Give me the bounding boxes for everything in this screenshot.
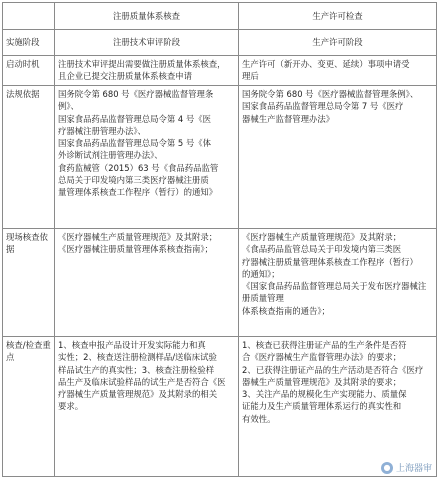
cell-line: 2、已获得注册证产品的生产活动是否符合《医疗 <box>242 364 424 375</box>
cell-line: 且企业已提交注册质量体系核查申请 <box>58 71 192 82</box>
cell-registration <box>55 56 239 86</box>
cell-line: 样品试生产的真实性；3、核查注册检验样 <box>58 364 215 375</box>
cell-line: 量管理体系核查工作程序（暂行）的通知》 <box>58 187 218 198</box>
cell-line: 国家食品药品监督管理总局令第 7 号《医疗 <box>242 101 404 112</box>
table-row <box>3 86 437 229</box>
cell-line: 例》、 <box>58 101 79 112</box>
row-label: 现场核查依据 <box>3 229 55 337</box>
cell-line: 国家食品药品监督管理总局令第 5 号《体 <box>58 138 212 149</box>
cell-line: 有效性。 <box>242 413 276 424</box>
header-cell-empty <box>3 3 55 30</box>
cell-production <box>239 56 437 86</box>
cell-line: 国务院令第 680 号《医疗器械监督管理条 <box>58 89 214 99</box>
watermark <box>381 461 432 474</box>
cell-line: 总局关于印发境内第三类医疗器械注册质 <box>58 175 209 186</box>
cell-line: 器械生产监督管理办法》 <box>242 113 335 124</box>
cell-line: 《医疗器械生产质量管理规范》及其附录； <box>242 232 402 242</box>
cell-line: 《医疗器械生产质量管理规范》及其附录； <box>58 232 218 242</box>
cell-line: 实性；2、核查送注册检测样品/送临床试验 <box>58 352 217 363</box>
cell-line: 食药监械管（2015）63 号《食品药品监管 <box>58 162 219 173</box>
cell-line: 生产许可阶段 <box>312 37 363 48</box>
watermark-text: 上海器审 <box>395 464 432 474</box>
cell-registration <box>55 337 239 477</box>
cell-registration <box>55 30 239 56</box>
cell-line: 外诊断试剂注册管理办法》、 <box>58 150 163 161</box>
wechat-icon: ● <box>381 462 393 474</box>
cell-line: 器械生产质量管理规范》及其附录的要求； <box>242 376 402 387</box>
cell-line: 体系核查指南的通告》； <box>242 305 330 316</box>
row-label: 启动时机 <box>3 56 55 86</box>
cell-line: 合《医疗器械生产监督管理办法》的要求； <box>242 352 402 363</box>
table-row <box>3 229 437 337</box>
table-row <box>3 337 437 477</box>
cell-line: 理后 <box>242 71 259 82</box>
cell-line: 3、关注产品的规模化生产实现能力、质量保 <box>242 389 407 400</box>
cell-line: 疗器械注册质量管理体系核查工作程序（暂行） <box>242 256 418 267</box>
cell-line: 《医疗器械注册质量管理体系核查指南》； <box>58 244 213 255</box>
cell-production <box>239 86 437 229</box>
cell-line: 1、核查申报产品设计开发实际能力和真 <box>58 340 206 350</box>
cell-line: 疗器械注册管理办法》、 <box>58 125 146 136</box>
cell-registration <box>55 229 239 337</box>
cell-line: 注册技术审评提出需要做注册质量体系核查， <box>58 59 226 69</box>
cell-line: 《食品药品监管总局关于印发境内第三类医 <box>242 244 402 255</box>
row-label: 法规依据 <box>3 86 55 229</box>
cell-line: 生产许可（新开办、变更、延续）事项申请受 <box>242 59 410 69</box>
header-registration-check: 注册质量体系核查 <box>55 3 239 30</box>
cell-line: 品生产及临床试验样品的试生产是否符合《医 <box>58 376 226 387</box>
cell-line: 国家食品药品监督管理总局令第 4 号《医 <box>58 113 212 124</box>
cell-line: 《国家食品药品监督管理总局关于发布医疗器械注册质量管理 <box>242 281 427 304</box>
row-label: 实施阶段 <box>3 30 55 56</box>
cell-line: 1、核查已获得注册证产品的生产条件是否符 <box>242 340 407 350</box>
table-row <box>3 30 437 56</box>
cell-line: 注册技术审评阶段 <box>113 37 180 48</box>
cell-line: 的通知》； <box>242 268 280 279</box>
table-header-row <box>3 3 437 30</box>
comparison-table <box>2 2 437 477</box>
cell-line: 国务院令第 680 号《医疗器械监督管理条例》、 <box>242 89 419 99</box>
cell-production <box>239 337 437 477</box>
cell-registration <box>55 86 239 229</box>
cell-line: 要求。 <box>58 401 84 412</box>
cell-line: 疗器械生产质量管理规范》及其附录的相关 <box>58 389 218 400</box>
cell-production <box>239 229 437 337</box>
cell-production <box>239 30 437 56</box>
table-row <box>3 56 437 86</box>
cell-line: 证能力及生产质量管理体系运行的真实性和 <box>242 401 402 412</box>
row-label: 核查/检查重点 <box>3 337 55 477</box>
header-production-license: 生产许可检查 <box>239 3 437 30</box>
